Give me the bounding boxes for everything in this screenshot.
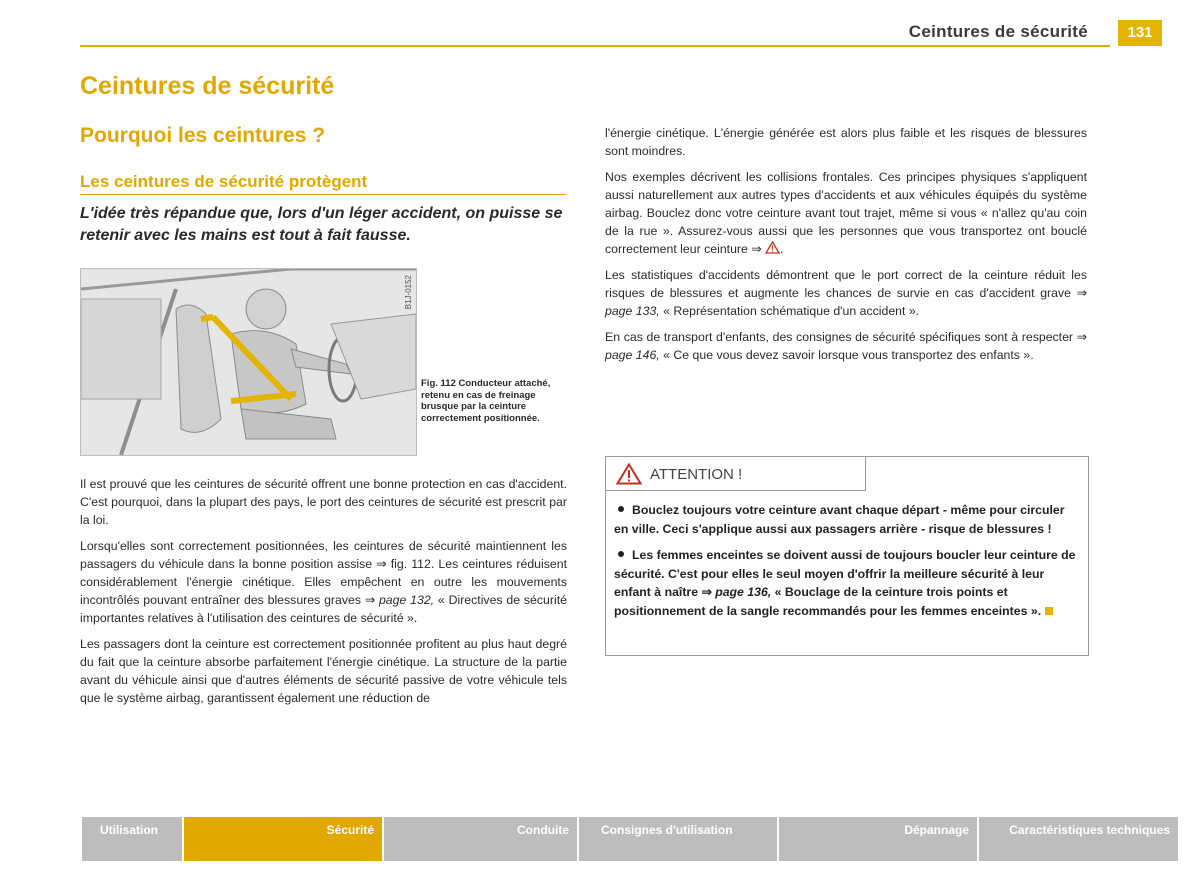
warning-triangle-icon [616, 463, 642, 485]
caption-label: Fig. 112 [421, 378, 456, 389]
page-number: 131 [1118, 20, 1162, 46]
text: Les statistiques d'accidents démontrent que le port correct de la ceinture réduit les risques de blessures et augmente les chances de survie en cas d'accident grave ⇒ [605, 268, 1087, 300]
warning-triangle-icon [765, 241, 780, 254]
nav-tab-depannage[interactable]: Dépannage [779, 817, 979, 861]
text: Lorsqu'elles sont correctement positionnées, les ceintures de sécurité maintiennent les passagers du véhicule dans la bonne position assise ⇒ fig. 112. Les ceintures réduisent considérablement l'énergie cinétique. Elles empêchent en outre les mouvements incontrôlés pouvant entraîner des blessures graves ⇒ [80, 539, 567, 607]
text: « Représentation schématique d'un accident ». [659, 304, 920, 318]
text: Les femmes enceintes se doivent aussi de toujours boucler leur ceinture de sécurité. C'est pour elles le seul moyen d'offrir la meilleure sécurité à leur enfant à naître ⇒ [614, 548, 1076, 599]
text: « Ce que vous devez savoir lorsque vous transportez des enfants ». [659, 348, 1034, 362]
text: « Bouclage de la ceinture trois points et positionnement de la sangle recommandés pour les femmes enceintes ». [614, 585, 1042, 618]
text: Bouclez toujours votre ceinture avant chaque départ - même pour circuler en ville. Ceci s'applique aussi aux passagers arrière - risque de blessures ! [614, 503, 1065, 536]
warning-item [614, 501, 1080, 538]
page-reference: page 146, [605, 348, 660, 362]
right-column [605, 124, 1087, 372]
end-of-section-mark [1045, 607, 1053, 615]
paragraph: l'énergie cinétique. L'énergie générée est alors plus faible et les risques de blessures sont moindres. [605, 126, 1087, 158]
driver-seatbelt-illustration [81, 269, 416, 455]
subsection-title: Pourquoi les ceintures ? [80, 124, 326, 147]
page-reference: page 132, [378, 593, 435, 607]
warning-header [606, 457, 866, 491]
chapter-nav [82, 817, 1180, 861]
topic-rule [80, 194, 566, 195]
nav-tab-conduite[interactable]: Conduite [384, 817, 579, 861]
bullet-icon [618, 506, 624, 512]
warning-box [605, 456, 1089, 656]
paragraph: Il est prouvé que les ceintures de sécurité offrent une bonne protection en cas d'accident. C'est pourquoi, dans la plupart des pays, le port des ceintures de sécurité est prescrit par la loi. [80, 477, 567, 527]
paragraph: Les passagers dont la ceinture est correctement positionnée profitent au plus haut degré du fait que la ceinture absorbe parfaitement l'énergie cinétique. La structure de la partie avant du véhicule ainsi que d'autres éléments de sécurité passive de votre véhicule tels que le système airbag, garantissent également une réduction de [80, 637, 567, 705]
text: Nos exemples décrivent les collisions frontales. Ces principes physiques s'appliquent aussi naturellement aux autres types d'accidents et aux véhicules équipés du système airbag. Bouclez donc votre ceinture avant tout trajet, même si vous « n'allez qu'au coin de la rue ». Assurez-vous aussi que les personnes que vous transportez ont bouclé correctement leur ceinture ⇒ [605, 170, 1087, 256]
warning-item [614, 546, 1080, 620]
header-rule [80, 45, 1110, 47]
caption-text: Conducteur attaché, retenu en cas de freinage brusque par la ceinture correctement positionnée. [421, 378, 551, 424]
page-reference: page 133, [605, 304, 660, 318]
text: En cas de transport d'enfants, des consignes de sécurité spécifiques sont à respecter ⇒ [605, 330, 1087, 344]
paragraph [80, 537, 567, 627]
paragraph [605, 266, 1087, 320]
text: « Directives de sécurité importantes relatives à l'utilisation des ceintures de sécurité ». [80, 593, 567, 625]
lead-paragraph: L'idée très répandue que, lors d'un léger accident, on puisse se retenir avec les mains est tout à fait fausse. [80, 205, 563, 244]
running-header: Ceintures de sécurité [908, 22, 1088, 41]
nav-tab-utilisation[interactable]: Utilisation [82, 817, 184, 861]
paragraph: Nos exemples décrivent les collisions frontales. Ces principes physiques s'appliquent aussi naturellement aux autres types d'accidents et aux véhicules équipés du système airbag. Bouclez donc votre ceinture avant tout trajet, même si vous « n'allez qu'au coin de la rue ». Assurez-vous aussi que les personnes que vous transportez ont bouclé correctement leur ceinture ⇒ . [605, 170, 1087, 256]
left-column [80, 475, 567, 715]
section-title: Ceintures de sécurité [80, 72, 335, 100]
nav-tab-caracteristiques[interactable]: Caractéristiques techniques [979, 817, 1178, 861]
page-reference: page 136, [715, 585, 772, 599]
figure-illustration [80, 268, 417, 456]
bullet-icon [618, 551, 624, 557]
nav-tab-securite[interactable]: Sécurité [184, 817, 384, 861]
figure-caption [421, 378, 563, 424]
figure-code: B1J-0152 [404, 275, 413, 310]
topic-title: Les ceintures de sécurité protègent [80, 172, 368, 191]
nav-tab-consignes[interactable]: Consignes d'utilisation [579, 817, 779, 861]
paragraph [605, 328, 1087, 364]
warning-body [614, 501, 1080, 628]
warning-title: ATTENTION ! [650, 466, 743, 483]
